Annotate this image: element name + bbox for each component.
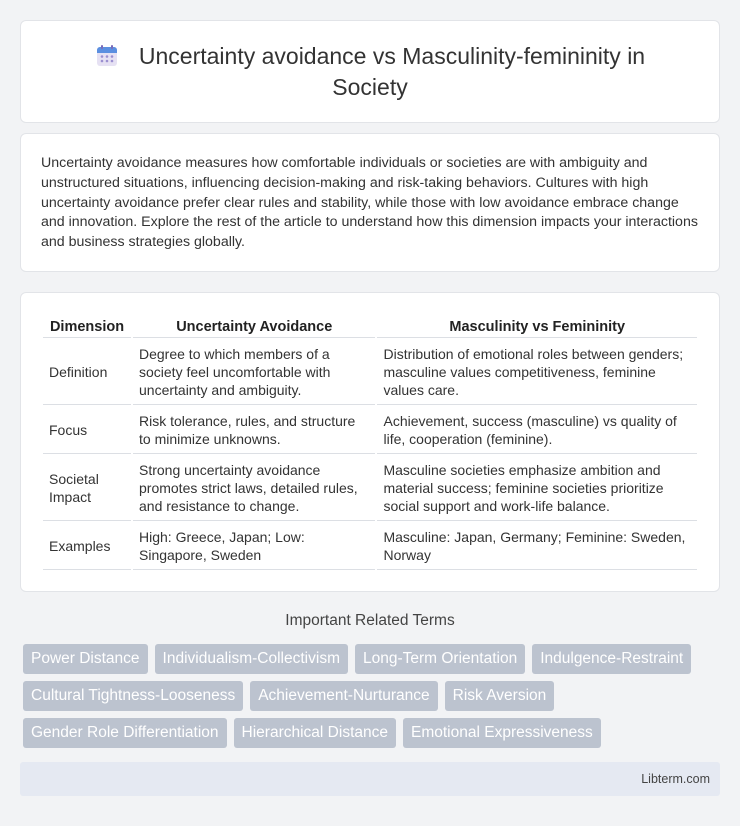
tag-indulgence-restraint[interactable]: Indulgence-Restraint — [532, 644, 691, 674]
row-dimension: Societal Impact — [43, 456, 131, 521]
row-masculinity-femininity: Distribution of emotional roles between genders; masculine values competitiveness, feminine values care. — [377, 340, 697, 405]
tag-achievement-nurturance[interactable]: Achievement-Nurturance — [250, 681, 437, 711]
table-header-row — [43, 315, 697, 338]
tag-risk-aversion[interactable]: Risk Aversion — [445, 681, 555, 711]
row-dimension: Focus — [43, 407, 131, 454]
comparison-table — [41, 313, 699, 572]
comparison-table-card — [20, 292, 720, 592]
header-masculinity-femininity: Masculinity vs Femininity — [377, 315, 697, 338]
row-dimension: Definition — [43, 340, 131, 405]
title-card — [20, 20, 720, 123]
footer — [20, 762, 720, 796]
intro-card — [20, 133, 720, 272]
header-uncertainty-avoidance: Uncertainty Avoidance — [133, 315, 375, 338]
row-uncertainty-avoidance: High: Greece, Japan; Low: Singapore, Sweden — [133, 523, 375, 570]
row-masculinity-femininity: Masculine: Japan, Germany; Feminine: Sweden, Norway — [377, 523, 697, 570]
row-uncertainty-avoidance: Strong uncertainty avoidance promotes strict laws, detailed rules, and resistance to change. — [133, 456, 375, 521]
tag-power-distance[interactable]: Power Distance — [23, 644, 148, 674]
header-dimension: Dimension — [43, 315, 131, 338]
related-terms-list — [23, 644, 723, 748]
row-masculinity-femininity: Achievement, success (masculine) vs quality of life, cooperation (feminine). — [377, 407, 697, 454]
tag-cultural-tightness-looseness[interactable]: Cultural Tightness-Looseness — [23, 681, 243, 711]
row-uncertainty-avoidance: Risk tolerance, rules, and structure to minimize unknowns. — [133, 407, 375, 454]
tag-emotional-expressiveness[interactable]: Emotional Expressiveness — [403, 718, 601, 748]
footer-brand-link[interactable]: Libterm.com — [641, 772, 710, 786]
tag-long-term-orientation[interactable]: Long-Term Orientation — [355, 644, 525, 674]
row-masculinity-femininity: Masculine societies emphasize ambition and material success; feminine societies prioritize social support and work-life balance. — [377, 456, 697, 521]
page-title-text: Uncertainty avoidance vs Masculinity-femininity in Society — [138, 42, 646, 100]
tag-hierarchical-distance[interactable]: Hierarchical Distance — [234, 718, 396, 748]
calendar-icon — [95, 44, 119, 68]
row-dimension: Examples — [43, 523, 131, 570]
related-terms-heading: Important Related Terms — [285, 612, 455, 629]
table-row — [43, 456, 697, 521]
table-row — [43, 523, 697, 570]
table-row — [43, 407, 697, 454]
table-row — [43, 340, 697, 405]
row-uncertainty-avoidance: Degree to which members of a society feel uncomfortable with uncertainty and ambiguity. — [133, 340, 375, 405]
page-title — [61, 41, 679, 103]
tag-individualism-collectivism[interactable]: Individualism-Collectivism — [155, 644, 348, 674]
intro-text: Uncertainty avoidance measures how comfortable individuals or societies are with ambiguity and unstructured situations, influencing decision-making and risk-taking behaviors. Cultures with high uncertainty avoidance prefer clear rules and stability, while those with low avoidance embrace change and innovation. Explore the rest of the article to understand how this dimension impacts your interactions and business strategies globally. — [41, 155, 698, 251]
tag-gender-role-differentiation[interactable]: Gender Role Differentiation — [23, 718, 227, 748]
